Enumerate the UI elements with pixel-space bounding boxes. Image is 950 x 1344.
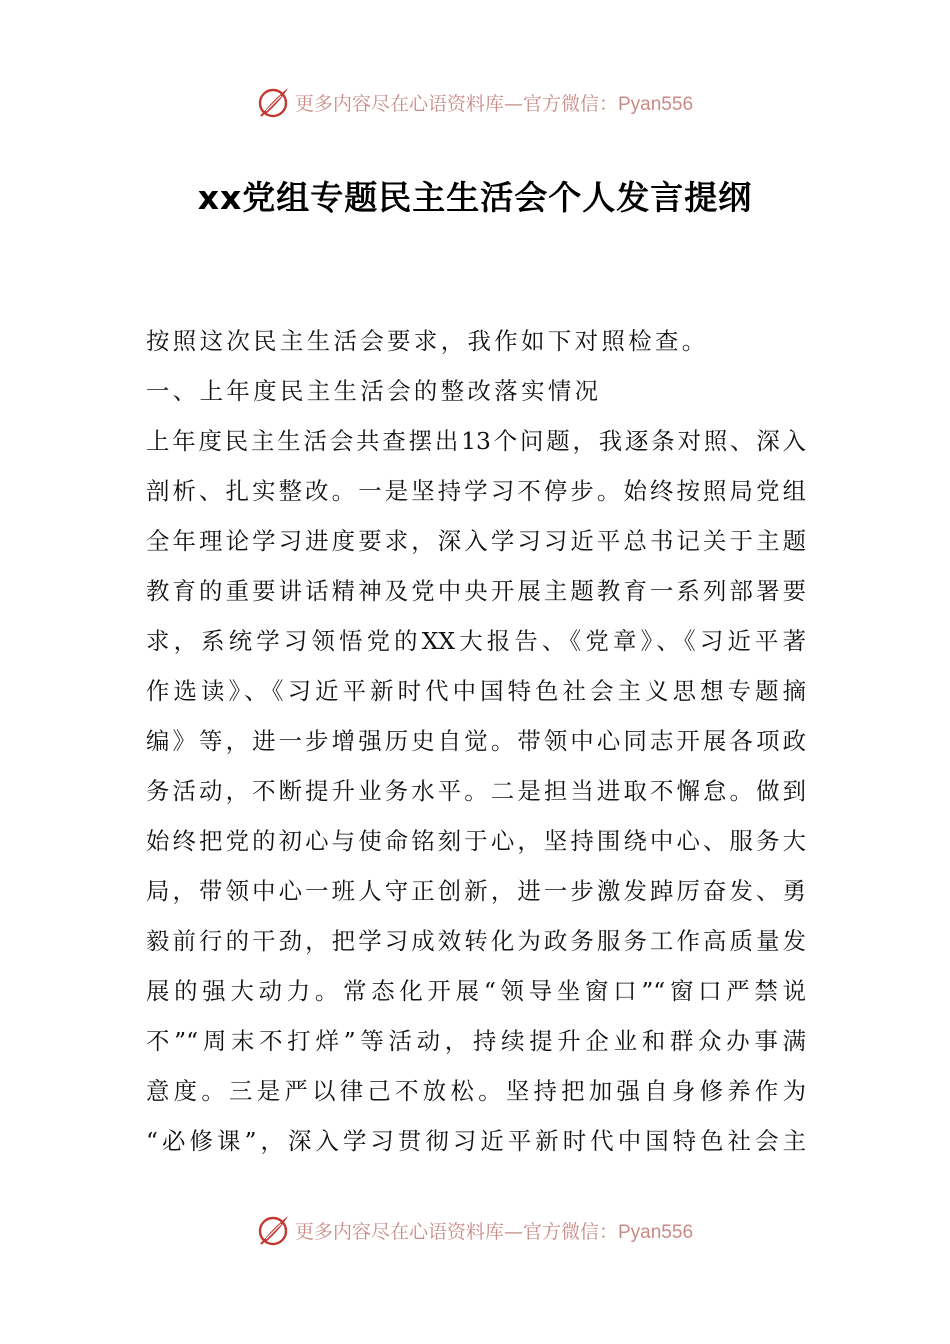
watermark-banner-top bbox=[0, 82, 950, 122]
text-line: 按照这次民主生活会要求，我作如下对照检查。 bbox=[146, 327, 709, 355]
wechat-id: Pyan556 bbox=[618, 93, 694, 115]
text-line: 求，系统学习领悟党的XX大报告、《党章》、《习近平著 bbox=[146, 627, 806, 655]
text-line: 务活动，不断提升业务水平。二是担当进取不懈怠。做到 bbox=[146, 777, 806, 805]
text-line: 不”“周末不打烊”等活动，持续提升企业和群众办事满 bbox=[146, 1027, 806, 1055]
text-line: 毅前行的干劲，把学习成效转化为政务服务工作高质量发 bbox=[146, 927, 806, 955]
section-heading: 一、上年度民主生活会的整改落实情况 bbox=[146, 377, 602, 405]
watermark-text: 更多内容尽在心语资料库—官方微信：Pyan556 bbox=[294, 92, 694, 115]
text-line: 教育的重要讲话精神及党中央开展主题教育一系列部署要 bbox=[146, 577, 806, 605]
text-line: 剖析、扎实整改。一是坚持学习不停步。始终按照局党组 bbox=[146, 477, 806, 505]
watermark-text: 更多内容尽在心语资料库—官方微信：Pyan556 bbox=[294, 1220, 694, 1243]
quill-pen-icon bbox=[257, 85, 291, 119]
document-title: xx党组专题民主生活会个人发言提纲 bbox=[197, 178, 753, 217]
watermark-banner-bottom bbox=[0, 1210, 950, 1250]
quill-pen-icon bbox=[257, 1213, 291, 1247]
text-line: 意度。三是严以律己不放松。坚持把加强自身修养作为 bbox=[146, 1077, 806, 1105]
text-line: 展的强大动力。常态化开展“领导坐窗口”“窗口严禁说 bbox=[146, 977, 806, 1005]
text-line: 全年理论学习进度要求，深入学习习近平总书记关于主题 bbox=[146, 527, 806, 555]
text-line: 局，带领中心一班人守正创新，进一步激发踔厉奋发、勇 bbox=[146, 877, 806, 905]
text-line: 始终把党的初心与使命铭刻于心，坚持围绕中心、服务大 bbox=[146, 827, 806, 855]
wechat-id: Pyan556 bbox=[618, 1221, 694, 1243]
text-line: “必修课”，深入学习贯彻习近平新时代中国特色社会主 bbox=[146, 1127, 806, 1155]
document-body bbox=[146, 316, 806, 1166]
text-line: 上年度民主生活会共查摆出13个问题，我逐条对照、深入 bbox=[146, 427, 806, 455]
text-line: 编》等，进一步增强历史自觉。带领中心同志开展各项政 bbox=[146, 727, 806, 755]
text-line: 作选读》、《习近平新时代中国特色社会主义思想专题摘 bbox=[146, 677, 806, 705]
